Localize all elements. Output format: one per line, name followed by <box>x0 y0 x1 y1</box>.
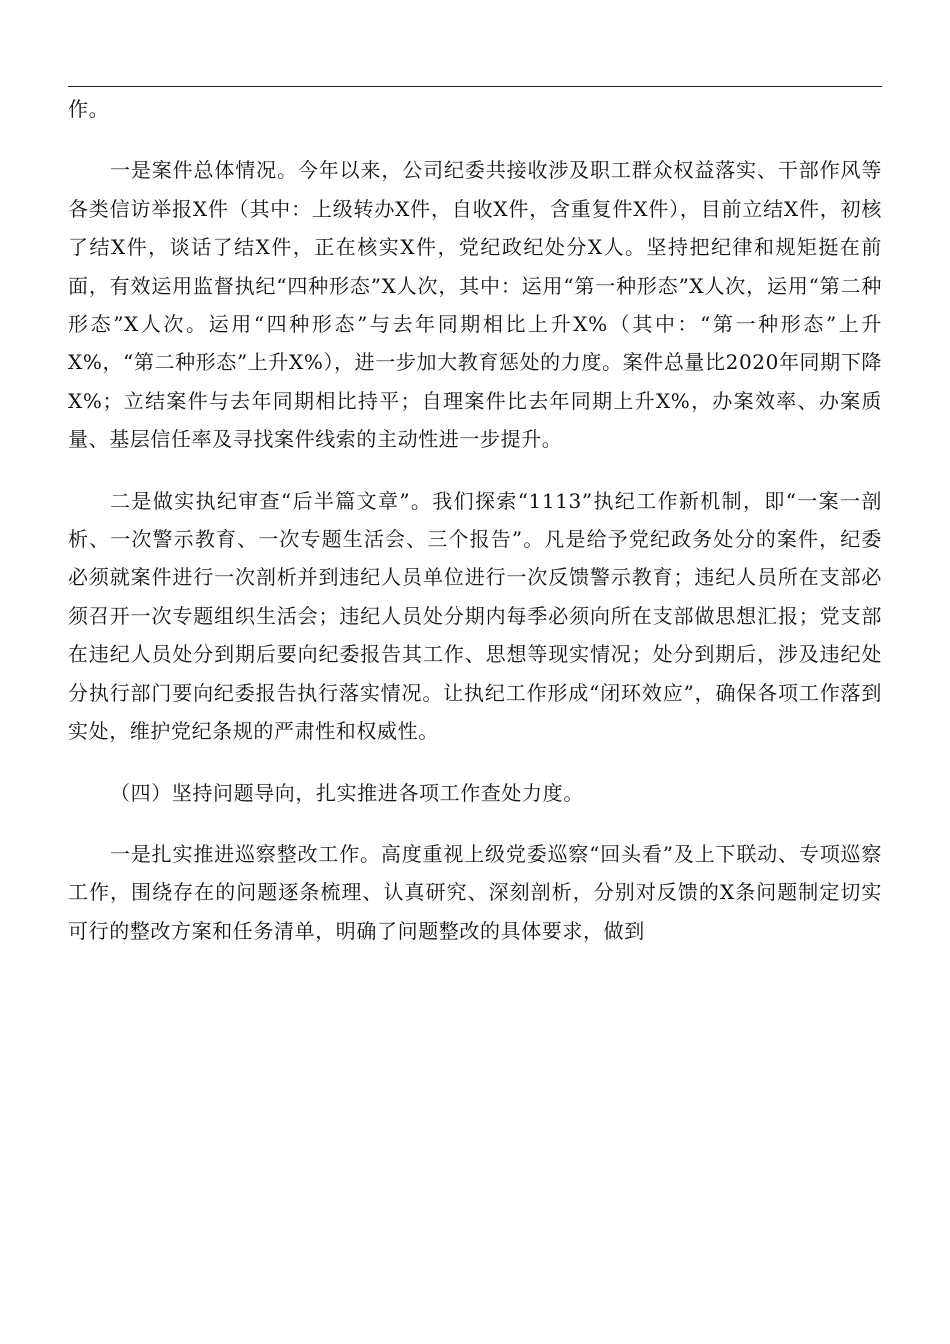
header-rule <box>68 86 882 87</box>
document-body <box>68 90 882 973</box>
paragraph-continuation: 作。 <box>68 97 110 121</box>
paragraph-case-overview: 一是案件总体情况。今年以来，公司纪委共接收涉及职工群众权益落实、干部作风等各类信访举报X件（其中：上级转办X件，自收X件，含重复件X件），目前立结X件，初核了结X件，谈话了结X件，正在核实X件，党纪政纪处分X人。坚持把纪律和规矩挺在前面，有效运用监督执纪“四种形态”X人次，其中：运用“第一种形态”X人次，运用“第二种形态”X人次。运用“四种形态”与去年同期相比上升X%（其中：“第一种形态”上升X%，“第二种形态”上升X%），进一步加大教育惩处的力度。案件总量比2020年同期下降X%；立结案件与去年同期相比持平；自理案件比去年同期上升X%，办案效率、办案质量、基层信任率及寻找案件线索的主动性进一步提升。 <box>68 158 882 452</box>
paragraph-discipline-review: 二是做实执纪审查“后半篇文章”。我们探索“1113”执纪工作新机制，即“一案一剖析、一次警示教育、一次专题生活会、三个报告”。凡是给予党纪政务处分的案件，纪委必须就案件进行一次剖析并到违纪人员单位进行一次反馈警示教育；违纪人员所在支部必须召开一次专题组织生活会；违纪人员处分期内每季必须向所在支部做思想汇报；党支部在违纪人员处分到期后要向纪委报告其工作、思想等现实情况；处分到期后，涉及违纪处分执行部门要向纪委报告执行落实情况。让执纪工作形成“闭环效应”，确保各项工作落到实处，维护党纪条规的严肃性和权威性。 <box>68 488 882 744</box>
section-heading-four: （四）坚持问题导向，扎实推进各项工作查处力度。 <box>110 780 584 805</box>
paragraph-inspection-rectification: 一是扎实推进巡察整改工作。高度重视上级党委巡察“回头看”及上下联动、专项巡察工作，围绕存在的问题逐条梳理、认真研究、深刻剖析，分别对反馈的X条问题制定切实可行的整改方案和任务清单，明确了问题整改的具体要求，做到 <box>68 841 882 943</box>
